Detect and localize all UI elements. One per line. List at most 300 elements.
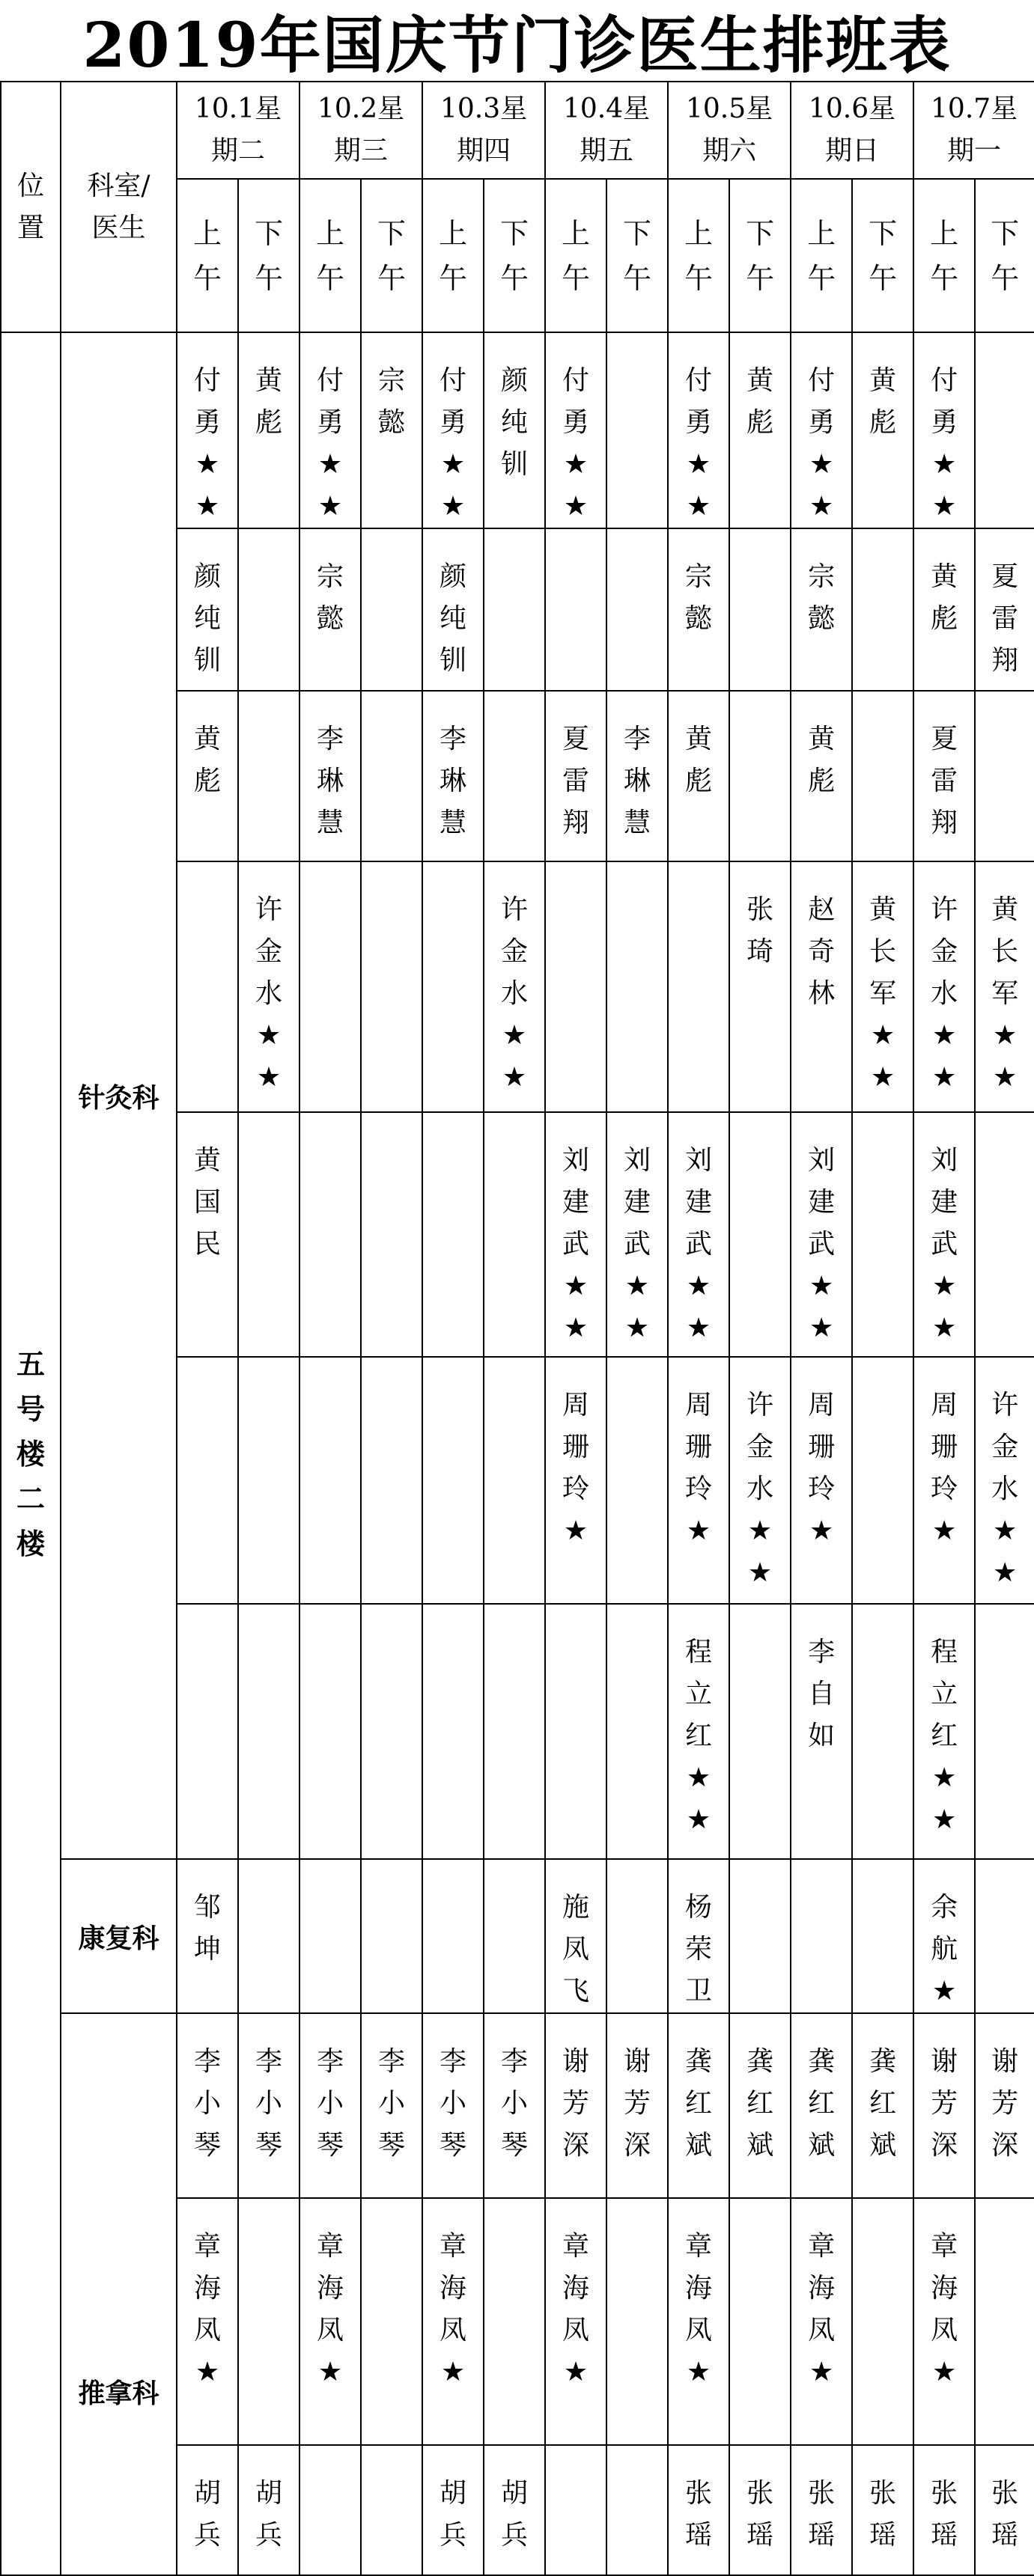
doctor-name <box>423 1860 483 1887</box>
schedule-cell <box>545 528 606 691</box>
schedule-cell <box>545 332 606 528</box>
schedule-cell <box>729 1112 791 1357</box>
doctor-name: 章 海 凤 ★ <box>931 2231 958 2387</box>
schedule-cell <box>545 2198 606 2445</box>
doctor-name <box>730 692 790 718</box>
schedule-cell <box>668 1604 729 1859</box>
schedule-cell <box>729 691 791 861</box>
schedule-cell <box>299 691 361 861</box>
schedule-cell <box>484 2198 545 2445</box>
am-header: 上 午 <box>791 179 852 332</box>
schedule-cell <box>238 1859 299 2013</box>
doctor-name <box>300 2446 360 2473</box>
doctor-name: 周 珊 玲 ★ <box>931 1390 958 1546</box>
schedule-cell <box>729 2013 791 2198</box>
doctor-name: 张 瑶 <box>685 2478 713 2551</box>
doctor-name: 付 勇 ★ ★ <box>931 365 958 522</box>
schedule-cell <box>484 2013 545 2198</box>
schedule-cell <box>791 1859 852 2013</box>
doctor-name: 颜 纯 钏 <box>193 561 221 676</box>
schedule-cell <box>361 691 422 861</box>
schedule-cell <box>668 332 729 528</box>
schedule-cell <box>852 861 913 1112</box>
doctor-name <box>177 1605 237 1632</box>
schedule-cell <box>177 2013 238 2198</box>
schedule-cell <box>729 1604 791 1859</box>
doctor-name <box>177 1358 237 1385</box>
doctor-name: 颜 纯 钏 <box>440 561 467 676</box>
schedule-cell <box>422 1112 484 1357</box>
doctor-name <box>484 1113 544 1140</box>
schedule-cell <box>606 1859 668 2013</box>
schedule-cell <box>606 2445 668 2575</box>
schedule-body <box>1 82 1034 2575</box>
doctor-name <box>362 862 422 889</box>
schedule-cell <box>361 861 422 1112</box>
schedule-cell <box>791 1112 852 1357</box>
doctor-name <box>730 1860 790 1887</box>
doctor-name <box>853 1113 913 1140</box>
location-cell: 五 号 楼 二 楼 <box>1 332 61 2575</box>
doctor-name: 龚 红 斌 <box>808 2046 836 2161</box>
doctor-name: 程 立 红 ★ ★ <box>931 1637 958 1835</box>
date-header: 10.7星 期一 <box>913 82 1034 179</box>
schedule-cell <box>729 2445 791 2575</box>
schedule-cell <box>545 2013 606 2198</box>
doctor-name: 李 琳 慧 <box>317 724 344 838</box>
schedule-cell <box>791 2198 852 2445</box>
doctor-name: 张 瑶 <box>869 2478 897 2551</box>
schedule-cell <box>177 1859 238 2013</box>
schedule-cell <box>729 2198 791 2445</box>
schedule-cell <box>238 1112 299 1357</box>
schedule-cell <box>545 691 606 861</box>
doctor-name <box>239 1860 299 1887</box>
pm-header: 下 午 <box>484 179 545 332</box>
doctor-name: 李 小 琴 <box>378 2046 406 2161</box>
schedule-cell <box>852 2445 913 2575</box>
schedule-cell <box>361 1859 422 2013</box>
doctor-name: 谢 芳 深 <box>624 2046 651 2161</box>
doctor-name <box>976 2199 1034 2226</box>
department-cell: 康复科 <box>61 1859 177 2013</box>
schedule-cell <box>299 2198 361 2445</box>
doctor-name <box>177 862 237 889</box>
doctor-name <box>607 1860 667 1887</box>
doctor-name <box>484 529 544 556</box>
doctor-name <box>730 1113 790 1140</box>
schedule-cell <box>484 332 545 528</box>
schedule-cell <box>238 528 299 691</box>
schedule-cell <box>238 2013 299 2198</box>
doctor-name <box>239 1605 299 1632</box>
doctor-name: 黄 长 军 ★ ★ <box>991 894 1019 1093</box>
schedule-cell <box>852 1357 913 1604</box>
am-header: 上 午 <box>177 179 238 332</box>
doctor-name <box>484 1605 544 1632</box>
schedule-cell <box>975 2198 1034 2445</box>
pm-header: 下 午 <box>852 179 913 332</box>
doctor-name <box>853 2199 913 2226</box>
schedule-cell <box>668 1859 729 2013</box>
doctor-name <box>423 862 483 889</box>
doctor-name: 谢 芳 深 <box>931 2046 958 2161</box>
schedule-cell <box>975 691 1034 861</box>
doctor-name: 张 瑶 <box>931 2478 958 2551</box>
table-row <box>1 1859 1034 2013</box>
doctor-name <box>484 1860 544 1887</box>
doctor-name <box>300 1605 360 1632</box>
schedule-cell <box>852 1112 913 1357</box>
schedule-cell <box>852 2198 913 2445</box>
doctor-name: 宗 懿 <box>378 365 406 438</box>
doctor-name <box>546 1605 606 1632</box>
schedule-cell <box>545 1604 606 1859</box>
doctor-name: 邹 坤 <box>193 1892 221 1965</box>
table-row <box>1 2013 1034 2198</box>
schedule-cell <box>913 1112 975 1357</box>
schedule-cell <box>361 1112 422 1357</box>
schedule-cell <box>422 861 484 1112</box>
schedule-cell <box>422 332 484 528</box>
schedule-cell <box>361 2198 422 2445</box>
doctor-name: 章 海 凤 ★ <box>193 2231 221 2387</box>
schedule-cell <box>668 528 729 691</box>
doctor-name <box>362 1605 422 1632</box>
schedule-cell <box>606 2013 668 2198</box>
doctor-name: 谢 芳 深 <box>991 2046 1019 2161</box>
doctor-name: 刘 建 武 ★ ★ <box>931 1145 958 1343</box>
doctor-name <box>607 862 667 889</box>
schedule-cell <box>177 2198 238 2445</box>
schedule-cell <box>606 1357 668 1604</box>
schedule-cell <box>913 1604 975 1859</box>
schedule-cell <box>791 528 852 691</box>
schedule-cell <box>668 2198 729 2445</box>
doctor-name <box>300 862 360 889</box>
page-title: 2019年国庆节门诊医生排班表 <box>82 9 952 82</box>
doctor-name <box>423 1605 483 1632</box>
schedule-cell <box>545 1357 606 1604</box>
doctor-name: 张 瑶 <box>746 2478 774 2551</box>
doctor-name: 黄 彪 <box>685 724 713 796</box>
pm-header: 下 午 <box>975 179 1034 332</box>
doctor-name <box>546 2446 606 2473</box>
schedule-cell <box>299 2445 361 2575</box>
doctor-name: 胡 兵 <box>501 2478 529 2551</box>
schedule-cell <box>975 2445 1034 2575</box>
doctor-name: 龚 红 斌 <box>746 2046 774 2161</box>
doctor-name: 付 勇 ★ ★ <box>808 365 836 522</box>
doctor-name <box>791 1860 851 1887</box>
doctor-name: 黄 彪 <box>193 724 221 796</box>
doctor-name <box>300 1358 360 1385</box>
doctor-name: 黄 彪 <box>746 365 774 438</box>
doctor-name: 章 海 凤 ★ <box>562 2231 590 2387</box>
schedule-cell <box>361 2445 422 2575</box>
doctor-name <box>607 1605 667 1632</box>
schedule-cell <box>484 691 545 861</box>
date-header: 10.5星 期六 <box>668 82 791 179</box>
doctor-name: 黄 彪 <box>255 365 283 438</box>
doctor-name: 周 珊 玲 ★ <box>685 1390 713 1546</box>
dept-doctor-header: 科室/ 医生 <box>61 82 177 332</box>
doctor-name: 黄 彪 <box>869 365 897 438</box>
schedule-cell <box>177 528 238 691</box>
doctor-name: 李 小 琴 <box>440 2046 467 2161</box>
schedule-cell <box>484 1357 545 1604</box>
doctor-name: 黄 长 军 ★ ★ <box>869 894 897 1093</box>
schedule-cell <box>791 332 852 528</box>
doctor-name: 付 勇 ★ ★ <box>685 365 713 522</box>
schedule-cell <box>791 861 852 1112</box>
doctor-name: 程 立 红 ★ ★ <box>685 1637 713 1835</box>
doctor-name <box>239 1358 299 1385</box>
doctor-name <box>239 2199 299 2226</box>
pm-header: 下 午 <box>361 179 422 332</box>
schedule-cell <box>913 2198 975 2445</box>
doctor-name: 付 勇 ★ ★ <box>317 365 344 522</box>
doctor-name <box>362 2199 422 2226</box>
doctor-name: 许 金 水 ★ ★ <box>255 894 283 1093</box>
table-row <box>1 332 1034 528</box>
schedule-cell <box>606 528 668 691</box>
doctor-name <box>239 1113 299 1140</box>
schedule-cell <box>299 1112 361 1357</box>
schedule-cell <box>422 2445 484 2575</box>
schedule-cell <box>422 528 484 691</box>
schedule-cell <box>852 691 913 861</box>
schedule-cell <box>729 1357 791 1604</box>
doctor-name: 许 金 水 ★ ★ <box>501 894 529 1093</box>
schedule-cell <box>177 1604 238 1859</box>
doctor-name: 李 琳 慧 <box>440 724 467 838</box>
doctor-name: 余 航 ★ <box>931 1892 958 2006</box>
schedule-cell <box>975 332 1034 528</box>
schedule-cell <box>913 1859 975 2013</box>
doctor-name: 张 瑶 <box>991 2478 1019 2551</box>
doctor-name <box>362 1113 422 1140</box>
doctor-name <box>607 2446 667 2473</box>
pm-header: 下 午 <box>238 179 299 332</box>
schedule-cell <box>545 2445 606 2575</box>
schedule-cell <box>299 1604 361 1859</box>
schedule-cell <box>668 2445 729 2575</box>
schedule-cell <box>852 1859 913 2013</box>
schedule-cell <box>852 528 913 691</box>
schedule-cell <box>975 1604 1034 1859</box>
schedule-cell <box>545 1112 606 1357</box>
am-header: 上 午 <box>668 179 729 332</box>
doctor-name: 李 小 琴 <box>501 2046 529 2161</box>
schedule-cell <box>668 861 729 1112</box>
doctor-name <box>730 2199 790 2226</box>
schedule-cell <box>484 1859 545 2013</box>
schedule-cell <box>422 2013 484 2198</box>
doctor-name: 赵 奇 林 <box>808 894 836 1009</box>
schedule-cell <box>606 691 668 861</box>
doctor-name: 胡 兵 <box>193 2478 221 2551</box>
schedule-cell <box>975 1357 1034 1604</box>
doctor-name: 章 海 凤 ★ <box>685 2231 713 2387</box>
am-header: 上 午 <box>422 179 484 332</box>
schedule-cell <box>606 332 668 528</box>
doctor-name: 杨 荣 卫 <box>685 1892 713 2006</box>
schedule-cell <box>177 2445 238 2575</box>
doctor-name: 李 小 琴 <box>193 2046 221 2161</box>
date-header: 10.4星 期五 <box>545 82 668 179</box>
doctor-name <box>607 529 667 556</box>
doctor-name: 宗 懿 <box>808 561 836 634</box>
doctor-name: 许 金 水 ★ ★ <box>931 894 958 1093</box>
doctor-name: 宗 懿 <box>685 561 713 634</box>
schedule-cell <box>791 691 852 861</box>
schedule-cell <box>238 2445 299 2575</box>
am-header: 上 午 <box>299 179 361 332</box>
schedule-cell <box>975 861 1034 1112</box>
schedule-cell <box>791 2013 852 2198</box>
doctor-name: 周 珊 玲 ★ <box>808 1390 836 1546</box>
doctor-name: 李 自 如 <box>808 1637 836 1751</box>
doctor-name: 周 珊 玲 ★ <box>562 1390 590 1546</box>
doctor-name <box>853 529 913 556</box>
am-header: 上 午 <box>545 179 606 332</box>
schedule-cell <box>975 1112 1034 1357</box>
schedule-cell <box>299 332 361 528</box>
doctor-name <box>484 692 544 718</box>
schedule-cell <box>361 1604 422 1859</box>
doctor-name <box>362 692 422 718</box>
schedule-cell <box>299 861 361 1112</box>
schedule-cell <box>422 1604 484 1859</box>
doctor-name <box>607 333 667 360</box>
schedule-cell <box>177 1112 238 1357</box>
doctor-name <box>484 1358 544 1385</box>
schedule-cell <box>913 332 975 528</box>
doctor-name: 颜 纯 钏 <box>501 365 529 480</box>
schedule-cell <box>422 691 484 861</box>
schedule-cell <box>484 528 545 691</box>
schedule-cell <box>975 528 1034 691</box>
schedule-cell <box>606 861 668 1112</box>
schedule-cell <box>852 332 913 528</box>
doctor-name: 李 琳 慧 <box>624 724 651 838</box>
schedule-cell <box>913 2013 975 2198</box>
schedule-table <box>0 81 1034 2576</box>
doctor-name: 夏 雷 翔 <box>562 724 590 838</box>
doctor-name: 夏 雷 翔 <box>991 561 1019 676</box>
doctor-name <box>607 2199 667 2226</box>
schedule-cell <box>299 1357 361 1604</box>
schedule-cell <box>361 1357 422 1604</box>
doctor-name <box>546 862 606 889</box>
doctor-name <box>300 1113 360 1140</box>
doctor-name <box>423 1358 483 1385</box>
doctor-name: 章 海 凤 ★ <box>440 2231 467 2387</box>
doctor-name: 龚 红 斌 <box>685 2046 713 2161</box>
doctor-name: 胡 兵 <box>440 2478 467 2551</box>
date-header: 10.1星 期二 <box>177 82 299 179</box>
schedule-cell <box>729 861 791 1112</box>
schedule-cell <box>668 691 729 861</box>
doctor-name <box>976 333 1034 360</box>
doctor-name <box>239 529 299 556</box>
doctor-name <box>853 1358 913 1385</box>
doctor-name <box>362 1358 422 1385</box>
doctor-name <box>607 1358 667 1385</box>
schedule-cell <box>177 1357 238 1604</box>
schedule-cell <box>299 528 361 691</box>
doctor-name <box>423 1113 483 1140</box>
schedule-cell <box>484 1112 545 1357</box>
doctor-name <box>546 529 606 556</box>
doctor-name <box>853 692 913 718</box>
doctor-name: 付 勇 ★ ★ <box>440 365 467 522</box>
schedule-cell <box>975 2013 1034 2198</box>
doctor-name: 龚 红 斌 <box>869 2046 897 2161</box>
am-header: 上 午 <box>913 179 975 332</box>
schedule-cell <box>361 332 422 528</box>
doctor-name: 张 琦 <box>746 894 774 967</box>
doctor-name <box>362 529 422 556</box>
doctor-name <box>976 1113 1034 1140</box>
schedule-cell <box>238 332 299 528</box>
doctor-name: 李 小 琴 <box>255 2046 283 2161</box>
schedule-cell <box>729 1859 791 2013</box>
schedule-cell <box>238 1604 299 1859</box>
date-header: 10.2星 期三 <box>299 82 422 179</box>
schedule-cell <box>238 1357 299 1604</box>
doctor-name: 刘 建 武 ★ ★ <box>562 1145 590 1343</box>
doctor-name <box>300 1860 360 1887</box>
doctor-name <box>976 692 1034 718</box>
date-header: 10.3星 期四 <box>422 82 545 179</box>
doctor-name: 付 勇 ★ ★ <box>562 365 590 522</box>
schedule-cell <box>913 2445 975 2575</box>
doctor-name: 谢 芳 深 <box>562 2046 590 2161</box>
doctor-name: 刘 建 武 ★ ★ <box>685 1145 713 1343</box>
schedule-cell <box>729 332 791 528</box>
pm-header: 下 午 <box>729 179 791 332</box>
doctor-name <box>484 2199 544 2226</box>
schedule-cell <box>361 2013 422 2198</box>
schedule-cell <box>299 2013 361 2198</box>
doctor-name: 夏 雷 翔 <box>931 724 958 838</box>
schedule-cell <box>852 1604 913 1859</box>
schedule-cell <box>606 2198 668 2445</box>
schedule-cell <box>238 2198 299 2445</box>
doctor-name <box>239 692 299 718</box>
schedule-cell <box>177 861 238 1112</box>
doctor-name: 胡 兵 <box>255 2478 283 2551</box>
doctor-name: 宗 懿 <box>317 561 344 634</box>
schedule-cell <box>606 1112 668 1357</box>
schedule-cell <box>545 1859 606 2013</box>
doctor-name <box>853 1605 913 1632</box>
pm-header: 下 午 <box>606 179 668 332</box>
schedule-cell <box>729 528 791 691</box>
schedule-cell <box>791 2445 852 2575</box>
schedule-cell <box>361 528 422 691</box>
doctor-name <box>976 1605 1034 1632</box>
doctor-name: 张 瑶 <box>808 2478 836 2551</box>
schedule-cell <box>484 2445 545 2575</box>
schedule-cell <box>913 861 975 1112</box>
schedule-cell <box>975 1859 1034 2013</box>
schedule-cell <box>791 1604 852 1859</box>
doctor-name <box>362 1860 422 1887</box>
doctor-name: 李 小 琴 <box>317 2046 344 2161</box>
